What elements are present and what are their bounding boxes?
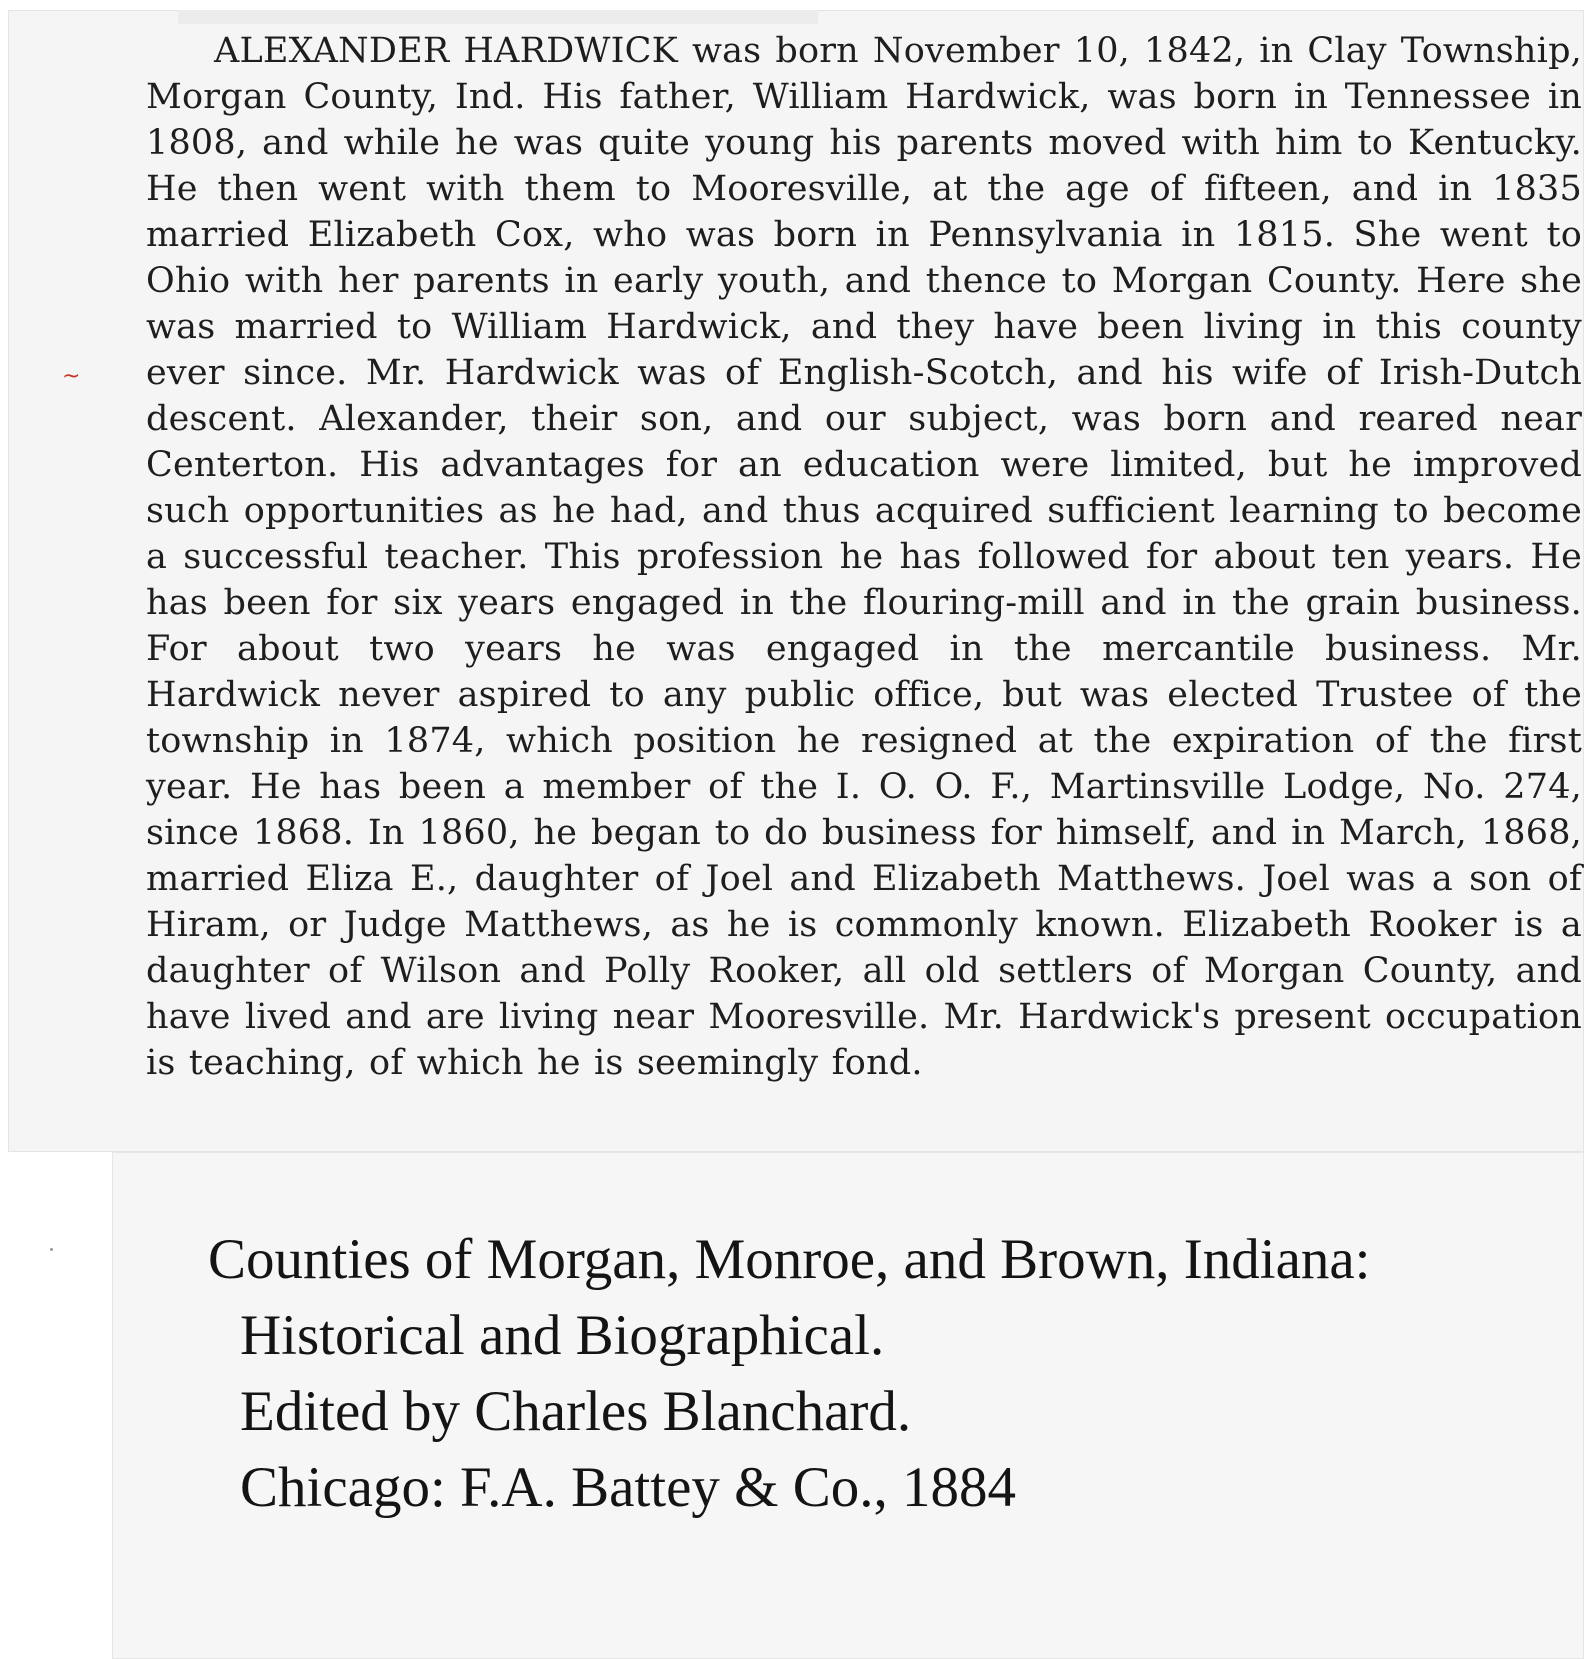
citation-publisher-line: Chicago: F.A. Battey & Co., 1884 xyxy=(240,1456,1016,1519)
biography-paragraph: ALEXANDER HARDWICK was born November 10, 1842, in Clay Township, Morgan County, Ind. His father, William Hardwick, was born in Tennessee in 1808, and while he was quite young his parents moved with him to Kentucky. He then went with them to Mooresville, at the age of fifteen, and in 1835 married Elizabeth Cox, who was born in Pennsylvania in 1815. She went to Ohio with her parents in early youth, and thence to Morgan County. Here she was married to William Hardwick, and they have been living in this county ever since. Mr. Hardwick was of English-Scotch, and his wife of Irish-Dutch descent. Alexander, their son, and our subject, was born and reared near Centerton. His advantages for an education were limited, but he improved such opportunities as he had, and thus acquired sufficient learning to become a successful teacher. This profession he has followed for about ten years. He has been for six years engaged in the flouring-mill and in the grain business. For about two years he was engaged in the mercantile business. Mr. Hardwick never aspired to any public office, but was elected Trustee of the township in 1874, which position he resigned at the expiration of the first year. He has been a member of the I. O. O. F., Martinsville Lodge, No. 274, since 1868. In 1860, he began to do business for himself, and in March, 1868, married Eliza E., daughter of Joel and Elizabeth Matthews. Joel was a son of Hiram, or Judge Matthews, as he is commonly known. Elizabeth Rooker is a daughter of Wilson and Polly Rooker, all old settlers of Morgan County, and have lived and are living near Mooresville. Mr. Hardwick's present occupation is teaching, of which he is seemingly fond. xyxy=(146,31,1582,1083)
citation-subtitle-line: Historical and Biographical. xyxy=(240,1304,885,1367)
newspaper-clipping xyxy=(8,10,1584,1152)
citation-title-line: Counties of Morgan, Monroe, and Brown, Indiana: xyxy=(208,1228,1371,1291)
red-ink-mark: ~ xyxy=(62,364,81,389)
citation-editor-line: Edited by Charles Blanchard. xyxy=(240,1380,912,1443)
paper-speck xyxy=(50,1248,53,1251)
source-citation xyxy=(208,1222,1371,1526)
citation-slip xyxy=(112,1152,1584,1659)
